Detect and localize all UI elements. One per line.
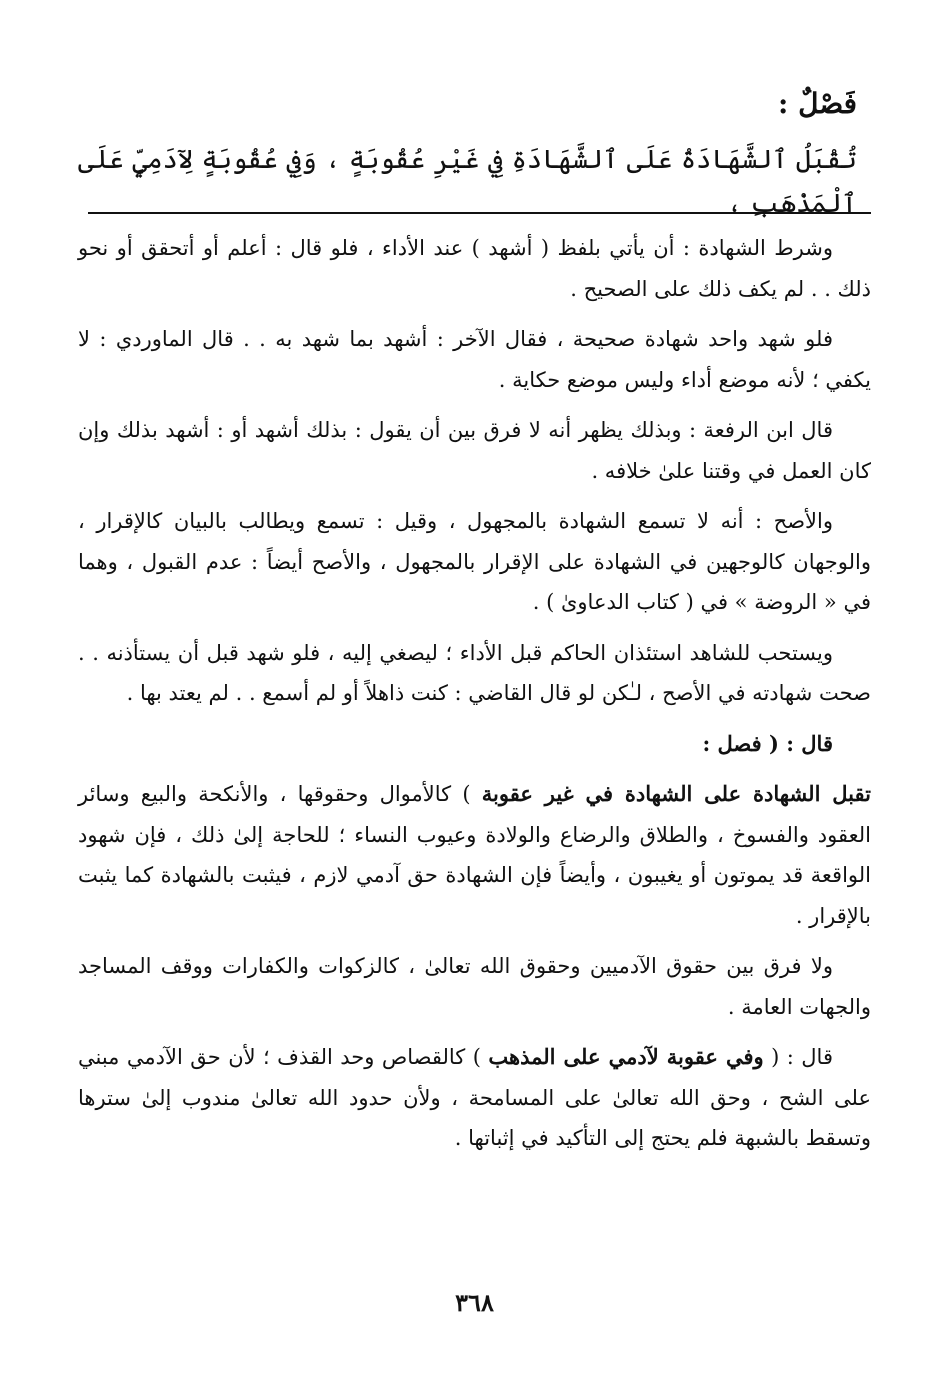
paragraph-1: وشرط الشهادة : أن يأتي بلفظ ( أشهد ) عند الأداء ، فلو قال : أعلم أو أتحقق أو نحو ذلك . . لم يكف ذلك على الصحيح . xyxy=(78,236,871,301)
separator-line xyxy=(88,212,871,214)
page-number: ٣٦٨ xyxy=(455,1288,494,1317)
paragraph-9: قال : ( وفي عقوبة لآدمي على المذهب ) كالقصاص وحد القذف ؛ لأن حق الآدمي مبني على الشح ، وحق الله تعالىٰ على المسامحة ، ولأن حدود الله تعالىٰ مندوب إلىٰ سترها وتسقط بالشبهة فلم يحتج إلى التأكيد في إثباتها . xyxy=(78,1044,871,1150)
paragraph-6: قال : ( فصل : xyxy=(702,730,833,756)
section-heading: فَصْلٌ : xyxy=(778,87,857,120)
paragraph-2: فلو شهد واحد شهادة صحيحة ، فقال الآخر : أشهد بما شهد به . . قال الماوردي : لا يكفي ؛ لأنه موضع أداء وليس موضع حكاية . xyxy=(78,327,871,392)
paragraph-4: والأصح : أنه لا تسمع الشهادة بالمجهول ، وقيل : تسمع ويطالب بالبيان كالإقرار ، والوجهان كالوجهين في الشهادة على الإقرار بالمجهول ، والأصح أيضاً : عدم القبول ، وهما في « الروضة » في ( كتاب الدعاوىٰ ) . xyxy=(78,509,871,614)
paragraph-7: تقبل الشهادة على الشهادة في غير عقوبة ) كالأموال وحقوقها ، والأنكحة والبيع وسائر العقود والفسوخ ، والطلاق والرضاع والولادة وعيوب النساء ؛ للحاجة إلىٰ ذلك ، فإن شهود الواقعة قد يموتون أو يغيبون ، وأيضاً فإن الشهادة حق آدمي لازم ، فيثبت بالشهادة كما يثبت بالإقرار . xyxy=(78,781,871,928)
matn-text: تُقْبَلُ ٱلشَّهَادَةُ عَلَى ٱلشَّهَادَةِ فِي غَيْرِ عُقُوبَةٍ ، وَفِي عُقُوبَةٍ لِآدَمِيٍّ عَلَى ٱلْمَذْهَبِ ، xyxy=(78,145,857,219)
paragraph-8: ولا فرق بين حقوق الآدميين وحقوق الله تعالىٰ ، كالزكوات والكفارات ووقف المساجد والجهات العامة . xyxy=(78,954,871,1019)
paragraph-3: قال ابن الرفعة : وبذلك يظهر أنه لا فرق بين أن يقول : بذلك أشهد أو : أشهد بذلك وإن كان العمل في وقتنا علىٰ خلافه . xyxy=(78,418,871,483)
paragraph-5: ويستحب للشاهد استئذان الحاكم قبل الأداء ؛ ليصغي إليه ، فلو شهد قبل أن يستأذنه . . صحت شهادته في الأصح ، لـٰكن لو قال القاضي : كنت ذاهلاً أو لم أسمع . . لم يعتد بها . xyxy=(78,640,871,705)
commentary-body xyxy=(78,228,871,1169)
